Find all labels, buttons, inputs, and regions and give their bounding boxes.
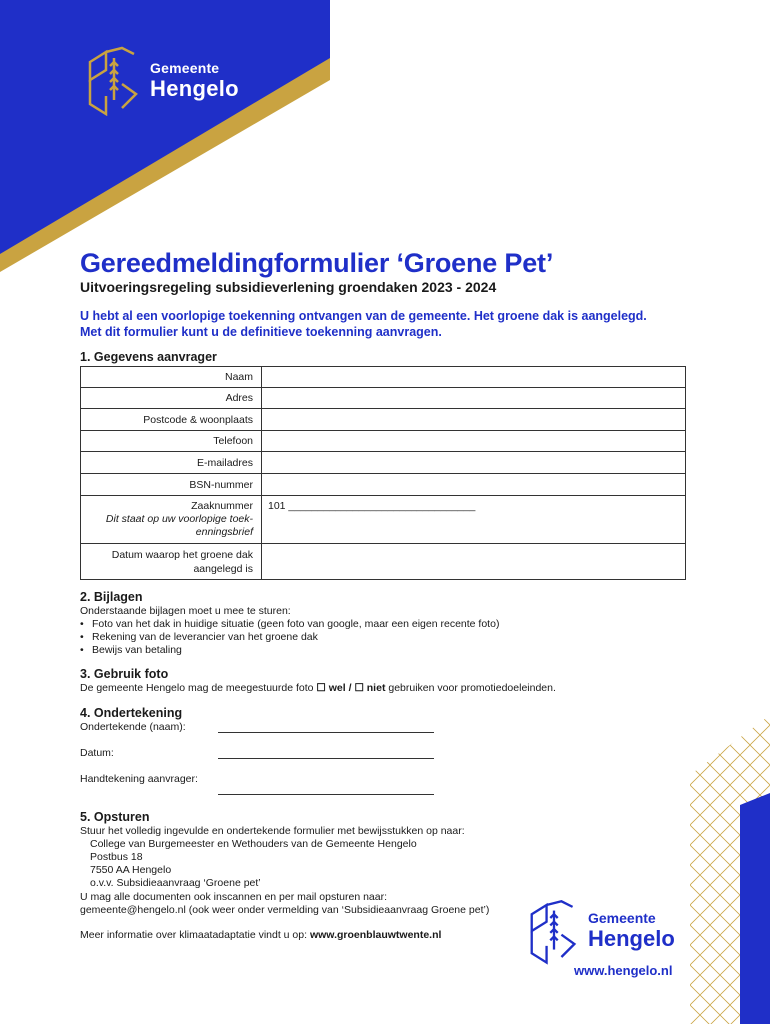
table-row	[81, 544, 686, 580]
brand-line2-bottom: Hengelo	[588, 926, 675, 951]
email-instruction: U mag alle documenten ook inscannen en per mail opsturen naar:	[80, 891, 388, 903]
list-item: • Rekening van de leverancier van het groene dak	[80, 631, 499, 644]
datum-aanleg-label-2: aangelegd is	[193, 562, 253, 575]
intro-line-2: Met dit formulier kunt u de definitieve toekenning aanvragen.	[80, 325, 442, 339]
label-naam: Naam	[81, 367, 262, 388]
photo-consent-niet-option[interactable]: ☐ niet	[354, 682, 386, 694]
gemeente-logo-bottom	[528, 896, 698, 968]
send-instruction: Stuur het volledig ingevulde en ondertekende formulier met bewijsstukken op naar:	[80, 825, 465, 837]
zaaknummer-note-1: Dit staat op uw voorlopige toek-	[105, 513, 253, 525]
field-naam[interactable]	[262, 367, 686, 388]
more-info-prefix: Meer informatie over klimaatadaptatie vindt u op:	[80, 929, 308, 941]
photo-consent-text	[80, 682, 556, 695]
datum-aanleg-label-1: Datum waarop het groene dak	[111, 548, 253, 561]
section1-heading: 1. Gegevens aanvrager	[80, 350, 217, 364]
field-zaaknummer[interactable]: 101 ________________________________	[262, 496, 686, 544]
list-item: • Foto van het dak in huidige situatie (geen foto van google, maar een eigen recente foto)	[80, 618, 499, 631]
hengelo-emblem-icon	[86, 44, 142, 116]
intro-text	[80, 308, 700, 340]
list-item: • Bewijs van betaling	[80, 644, 499, 657]
photo-consent-before: De gemeente Hengelo mag de meegestuurde foto	[80, 682, 314, 694]
table-row	[81, 388, 686, 409]
field-bsn[interactable]	[262, 474, 686, 496]
table-row	[81, 452, 686, 474]
banner-blue-shape	[0, 0, 330, 254]
zaaknummer-label: Zaaknummer	[191, 500, 253, 512]
section3-heading: 3. Gebruik foto	[80, 667, 169, 681]
label-bsn: BSN-nummer	[81, 474, 262, 496]
applicant-table	[80, 366, 686, 580]
brand-line2: Hengelo	[150, 76, 239, 101]
label-datum-aanleg	[81, 544, 262, 580]
email-address-text: gemeente@hengelo.nl (ook weer onder vermelding van ‘Subsidieaanvraag Groene pet’)	[80, 904, 490, 916]
page-title: Gereedmeldingformulier ‘Groene Pet’	[80, 248, 554, 278]
website-link[interactable]: www.hengelo.nl	[574, 963, 673, 978]
field-email[interactable]	[262, 452, 686, 474]
label-email: E-mailadres	[81, 452, 262, 474]
brand-line1: Gemeente	[150, 60, 220, 76]
intro-line-1: U hebt al een voorlopige toekenning ontvangen van de gemeente. Het groene dak is aangelegd.	[80, 309, 647, 323]
address-line: o.v.v. Subsidieaanvraag ‘Groene pet’	[90, 877, 261, 889]
field-datum-aanleg[interactable]	[262, 544, 686, 580]
attachments-list	[80, 618, 499, 657]
table-row	[81, 496, 686, 544]
page-subtitle: Uitvoeringsregeling subsidieverlening groendaken 2023 - 2024	[80, 279, 497, 295]
section2-intro: Onderstaande bijlagen moet u mee te sturen:	[80, 605, 291, 617]
photo-consent-after: gebruiken voor promotiedoeleinden.	[388, 682, 556, 694]
more-info-link[interactable]: www.groenblauwtwente.nl	[309, 929, 442, 941]
photo-consent-wel-option[interactable]: ☐ wel /	[316, 682, 352, 694]
sign-date-line[interactable]	[218, 758, 434, 759]
header-banner	[0, 0, 340, 280]
blue-accent-bar	[740, 793, 770, 1024]
section5-heading: 5. Opsturen	[80, 810, 150, 824]
signer-name-label: Ondertekende (naam):	[80, 721, 186, 733]
gemeente-logo-top	[86, 44, 266, 116]
address-line: College van Burgemeester en Wethouders van de Gemeente Hengelo	[90, 838, 417, 850]
label-zaaknummer	[81, 496, 262, 544]
field-adres[interactable]	[262, 388, 686, 409]
more-info-text	[80, 929, 441, 942]
address-line: Postbus 18	[90, 851, 143, 863]
label-adres: Adres	[81, 388, 262, 409]
signer-name-line[interactable]	[218, 732, 434, 733]
field-telefoon[interactable]	[262, 431, 686, 452]
zaaknummer-note-2: enningsbrief	[195, 526, 253, 538]
address-block	[90, 838, 417, 890]
sign-date-label: Datum:	[80, 747, 114, 759]
section4-heading: 4. Ondertekening	[80, 706, 183, 720]
label-telefoon: Telefoon	[81, 431, 262, 452]
label-postcode: Postcode & woonplaats	[81, 409, 262, 431]
signature-label: Handtekening aanvrager:	[80, 773, 198, 785]
table-row	[81, 367, 686, 388]
brand-line1-bottom: Gemeente	[588, 910, 656, 926]
signature-line[interactable]	[218, 794, 434, 795]
hengelo-emblem-icon	[528, 896, 580, 966]
table-row	[81, 474, 686, 496]
section2-heading: 2. Bijlagen	[80, 590, 143, 604]
address-line: 7550 AA Hengelo	[90, 864, 172, 876]
field-postcode[interactable]	[262, 409, 686, 431]
lattice-pattern	[690, 715, 770, 1024]
table-row	[81, 431, 686, 452]
table-row	[81, 409, 686, 431]
